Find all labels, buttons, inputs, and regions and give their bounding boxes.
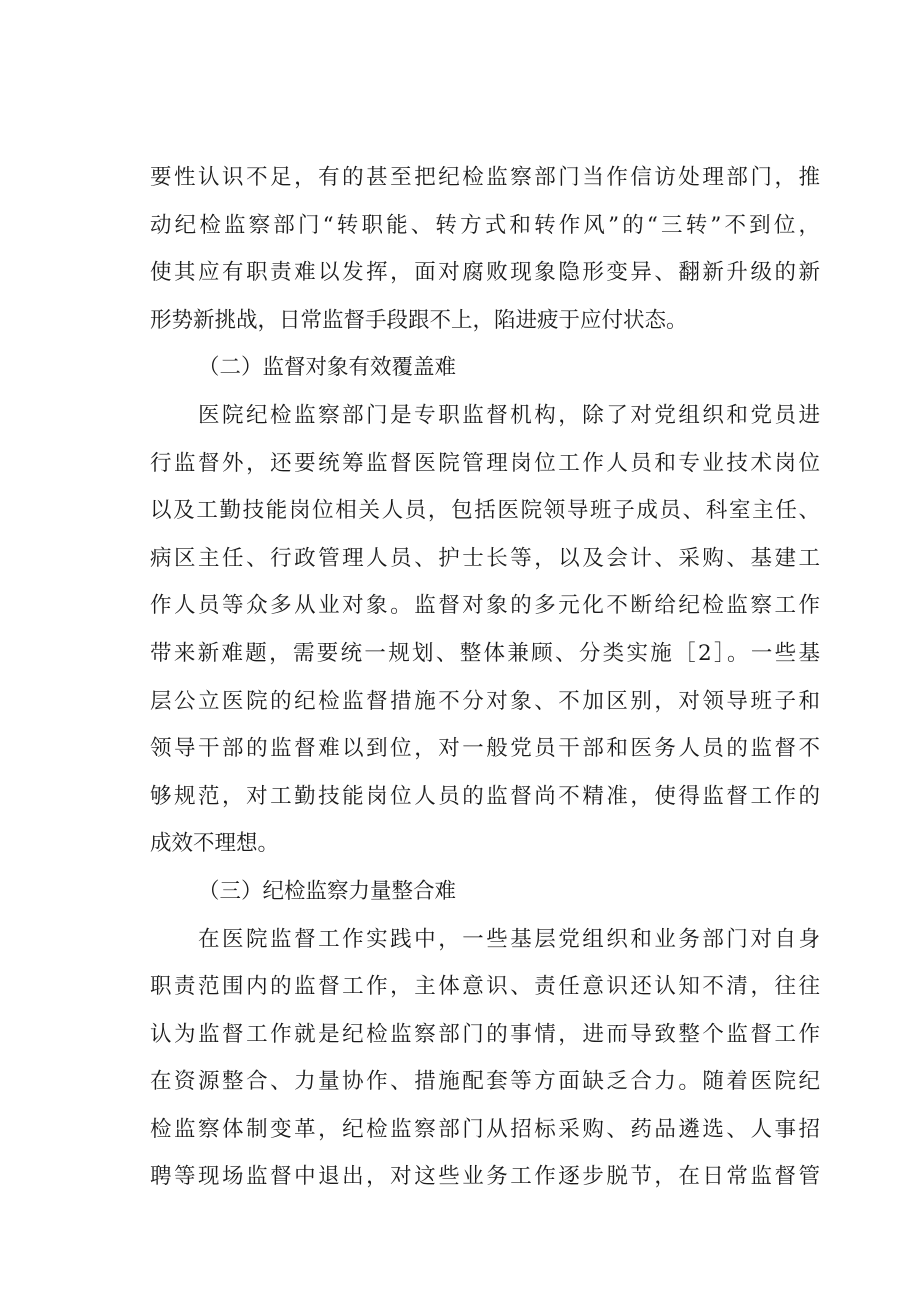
document-body [150, 154, 820, 1201]
paragraph-line: 聘等现场监督中退出，对这些业务工作逐步脱节，在日常监督管 [150, 1164, 820, 1190]
paragraph-line: 行监督外，还要统筹监督医院管理岗位工作人员和专业技术岗位 [150, 450, 820, 476]
paragraph-line: 以及工勤技能岗位相关人员，包括医院领导班子成员、科室主任、 [150, 498, 820, 524]
paragraph-line: 够规范，对工勤技能岗位人员的监督尚不精准，使得监督工作的 [150, 783, 820, 809]
paragraph-line: 动纪检监察部门“转职能、转方式和转作风”的“三转”不到位， [150, 212, 820, 238]
paragraph-line: 病区主任、行政管理人员、护士长等，以及会计、采购、基建工 [150, 545, 820, 571]
paragraph-line: 医院纪检监察部门是专职监督机构，除了对党组织和党员进 [198, 402, 820, 428]
paragraph-line: 领导干部的监督难以到位，对一般党员干部和医务人员的监督不 [150, 736, 820, 762]
paragraph-line: 职责范围内的监督工作，主体意识、责任意识还认知不清，往往 [150, 974, 820, 1000]
section-heading: （三）纪检监察力量整合难 [198, 878, 457, 904]
paragraph-line: 作人员等众多从业对象。监督对象的多元化不断给纪检监察工作 [150, 593, 820, 619]
paragraph-line: 检监察体制变革，纪检监察部门从招标采购、药品遴选、人事招 [150, 1116, 820, 1142]
paragraph-line: 层公立医院的纪检监督措施不分对象、不加区别，对领导班子和 [150, 688, 820, 714]
paragraph-line: 在资源整合、力量协作、措施配套等方面缺乏合力。随着医院纪 [150, 1069, 820, 1095]
paragraph-line: 带来新难题，需要统一规划、整体兼顾、分类实施［2］。一些基 [150, 640, 820, 666]
paragraph-line: 形势新挑战，日常监督手段跟不上，陷进疲于应付状态。 [150, 307, 688, 333]
paragraph-line: 认为监督工作就是纪检监察部门的事情，进而导致整个监督工作 [150, 1021, 820, 1047]
paragraph-line: 使其应有职责难以发挥，面对腐败现象隐形变异、翻新升级的新 [150, 260, 820, 286]
paragraph-line: 成效不理想。 [150, 831, 280, 857]
paragraph-line: 要性认识不足，有的甚至把纪检监察部门当作信访处理部门，推 [150, 165, 820, 190]
section-heading: （二）监督对象有效覆盖难 [198, 355, 457, 381]
paragraph-line: 在医院监督工作实践中，一些基层党组织和业务部门对自身 [198, 926, 820, 952]
